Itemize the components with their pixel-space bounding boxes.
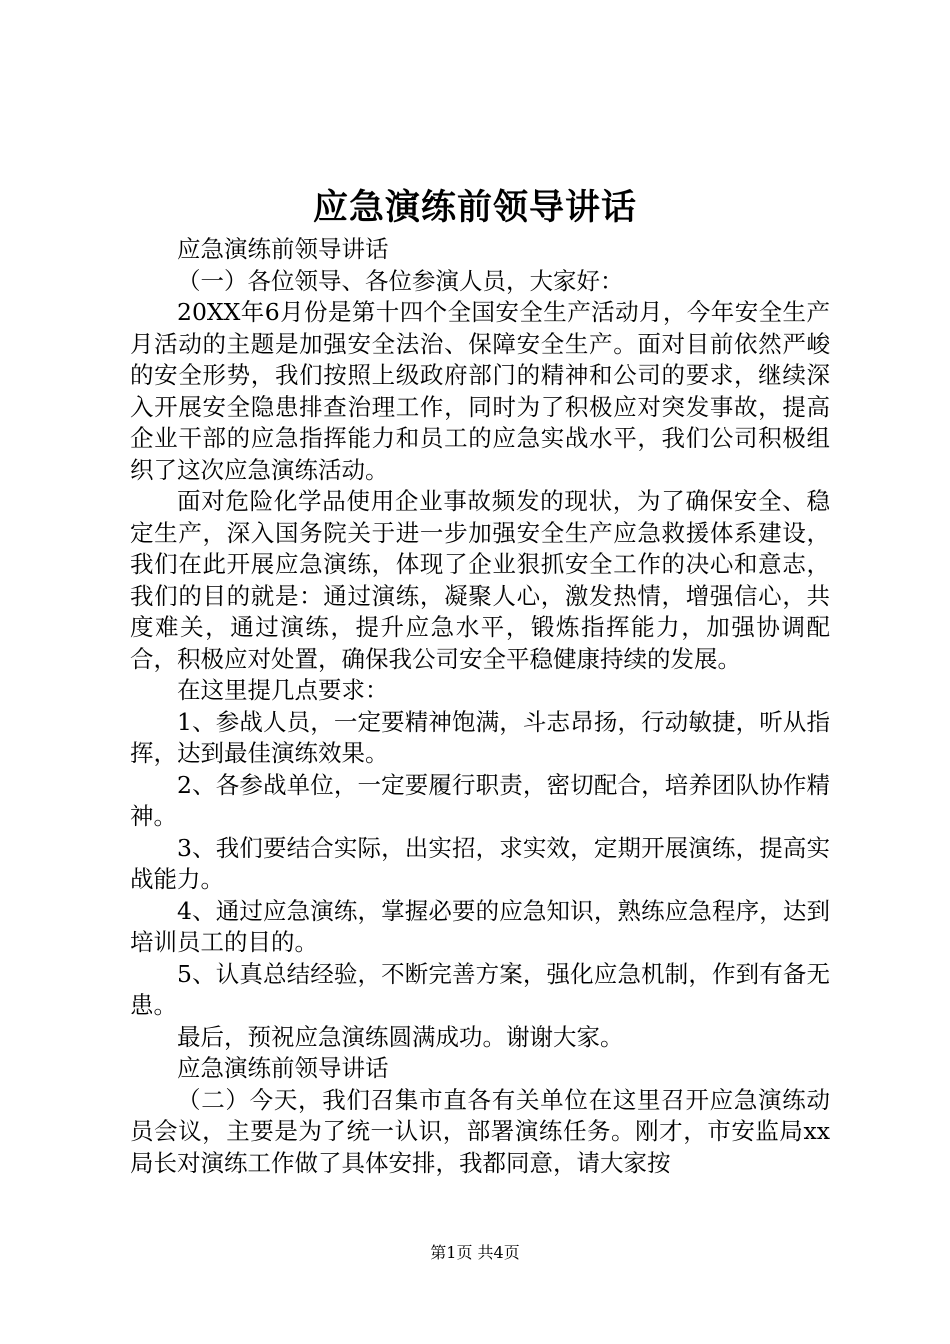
paragraph: 4、通过应急演练，掌握必要的应急知识，熟练应急程序，达到培训员工的目的。 bbox=[130, 896, 830, 956]
document-title: 应急演练前领导讲话 bbox=[312, 187, 637, 228]
paragraph: 在这里提几点要求： bbox=[177, 676, 389, 704]
document-body bbox=[130, 234, 830, 1179]
paragraph: （二）今天，我们召集市直各有关单位在这里召开应急演练动员会议，主要是为了统一认识，部署演练任务。刚才，市安监局xx局长对演练工作做了具体安排，我都同意，请大家按 bbox=[130, 1085, 830, 1177]
paragraph: 应急演练前领导讲话 bbox=[177, 1054, 389, 1082]
paragraph: （一）各位领导、各位参演人员，大家好： bbox=[177, 266, 624, 295]
paragraph: 面对危险化学品使用企业事故频发的现状，为了确保安全、稳定生产，深入国务院关于进一步加强安全生产应急救援体系建设，我们在此开展应急演练，体现了企业狠抓安全工作的决心和意志，我们的目的就是：通过演练，凝聚人心，激发热情，增强信心，共度难关，通过演练，提升应急水平，锻炼指挥能力，加强协调配合，积极应对处置，确保我公司安全平稳健康持续的发展。 bbox=[130, 487, 830, 673]
paragraph: 20XX年6月份是第十四个全国安全生产活动月，今年安全生产月活动的主题是加强安全法治、保障安全生产。面对目前依然严峻的安全形势，我们按照上级政府部门的精神和公司的要求，继续深入开展安全隐患排查治理工作，同时为了积极应对突发事故，提高企业干部的应急指挥能力和员工的应急实战水平，我们公司积极组织了这次应急演练活动。 bbox=[130, 298, 830, 484]
page-footer: 第1页 共4页 bbox=[430, 1243, 520, 1262]
paragraph: 最后，预祝应急演练圆满成功。谢谢大家。 bbox=[177, 1022, 624, 1051]
paragraph: 5、认真总结经验，不断完善方案，强化应急机制，作到有备无患。 bbox=[130, 959, 830, 1019]
paragraph: 应急演练前领导讲话 bbox=[177, 235, 389, 263]
paragraph: 1、参战人员，一定要精神饱满，斗志昂扬，行动敏捷，听从指挥，达到最佳演练效果。 bbox=[130, 707, 830, 767]
paragraph: 2、各参战单位，一定要履行职责，密切配合，培养团队协作精神。 bbox=[130, 770, 830, 830]
paragraph: 3、我们要结合实际，出实招，求实效，定期开展演练，提高实战能力。 bbox=[130, 833, 830, 893]
